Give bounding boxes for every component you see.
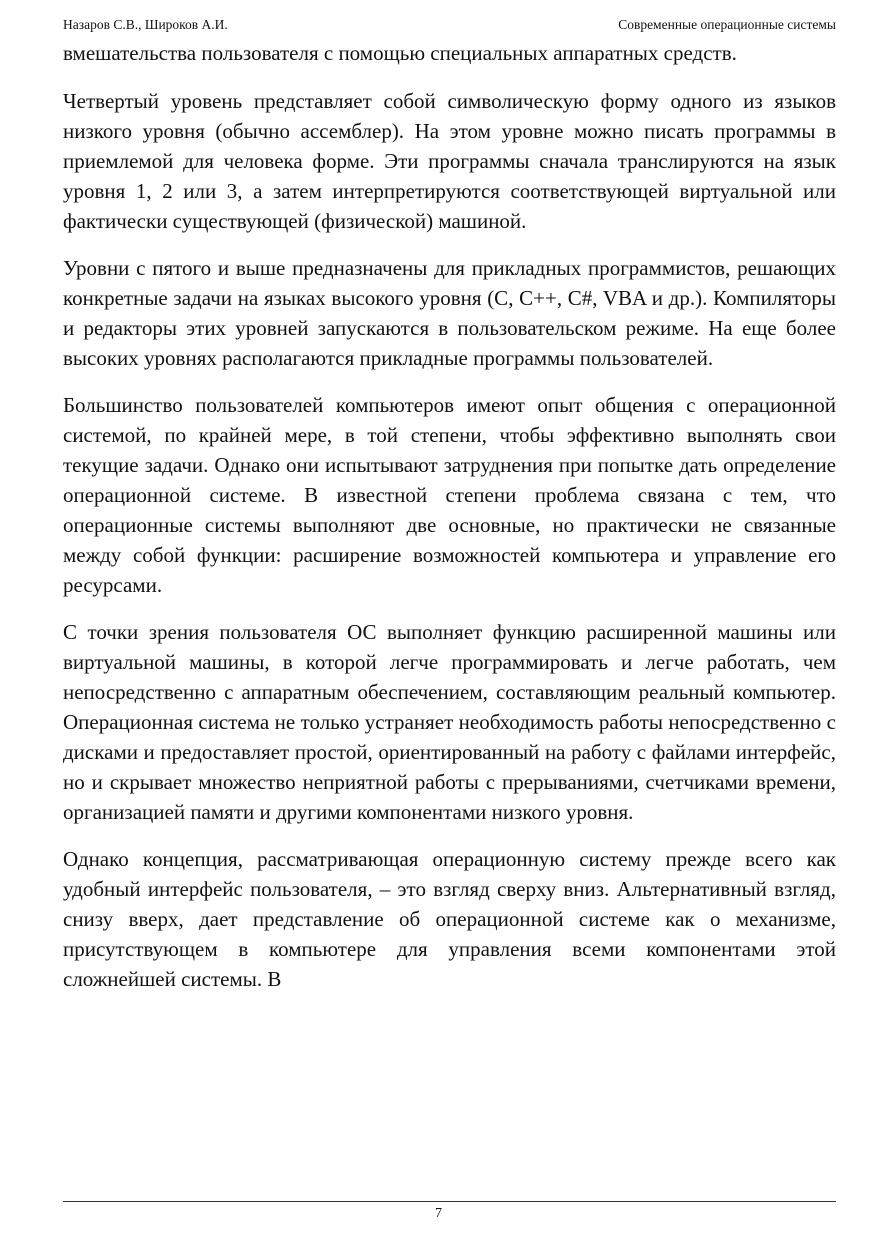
paragraph-level-four: Четвертый уровень представляет собой символическую форму одного из языков низкого уровня (обычно ассемблер). На этом уровне можно писать программы в приемлемой для человека форме. Эти программы сначала транслируются на язык уровня 1, 2 или 3, а затем интерпретируются соответствующей виртуальной или фактически существующей (физической) машиной.: [63, 89, 836, 233]
header-book-title: Современные операционные системы: [618, 17, 836, 32]
paragraph-extended-machine: С точки зрения пользователя ОС выполняет функцию расширенной машины или виртуальной машины, в которой легче программировать и легче работать, чем непосредственно с аппаратным обеспечением, составляющим реальный компьютер. Операционная система не только устраняет необходимость работы непосредственно с дисками и предоставляет простой, ориентированный на работу с файлами интерфейс, но и скрывает множество неприятной работы с прерываниями, счетчиками времени, организацией памяти и другими компонентами низкого уровня.: [63, 620, 836, 824]
page-header: [63, 14, 836, 36]
footer-divider: [63, 1201, 836, 1202]
paragraph-level-five: Уровни с пятого и выше предназначены для прикладных программистов, решающих конкретные задачи на языках высокого уровня (C, C++, C#, VBA и др.). Компиляторы и редакторы этих уровней запускаются в пользовательском режиме. На еще более высоких уровнях располагаются прикладные программы пользователей.: [63, 256, 836, 370]
paragraph-bottom-up-view: Однако концепция, рассматривающая операционную систему прежде всего как удобный интерфейс пользователя, – это взгляд сверху вниз. Альтернативный взгляд, снизу вверх, дает представление об операционной системе как о механизме, присутствующем в компьютере для управления всеми компонентами этой сложнейшей системы. В: [63, 847, 836, 991]
paragraph-continuation: вмешательства пользователя с помощью специальных аппаратных средств.: [63, 41, 737, 65]
page-number: 7: [435, 1206, 442, 1221]
header-authors: Назаров С.В., Широков А.И.: [63, 17, 228, 32]
page-body: [63, 38, 836, 1011]
paragraph-users-experience: Большинство пользователей компьютеров имеют опыт общения с операционной системой, по крайней мере, в той степени, чтобы эффективно выполнять свои текущие задачи. Однако они испытывают затруднения при попытке дать определение операционной системе. В известной степени проблема связана с тем, что операционные системы выполняют две основные, но практически не связанные между собой функции: расширение возможностей компьютера и управление его ресурсами.: [63, 393, 836, 597]
